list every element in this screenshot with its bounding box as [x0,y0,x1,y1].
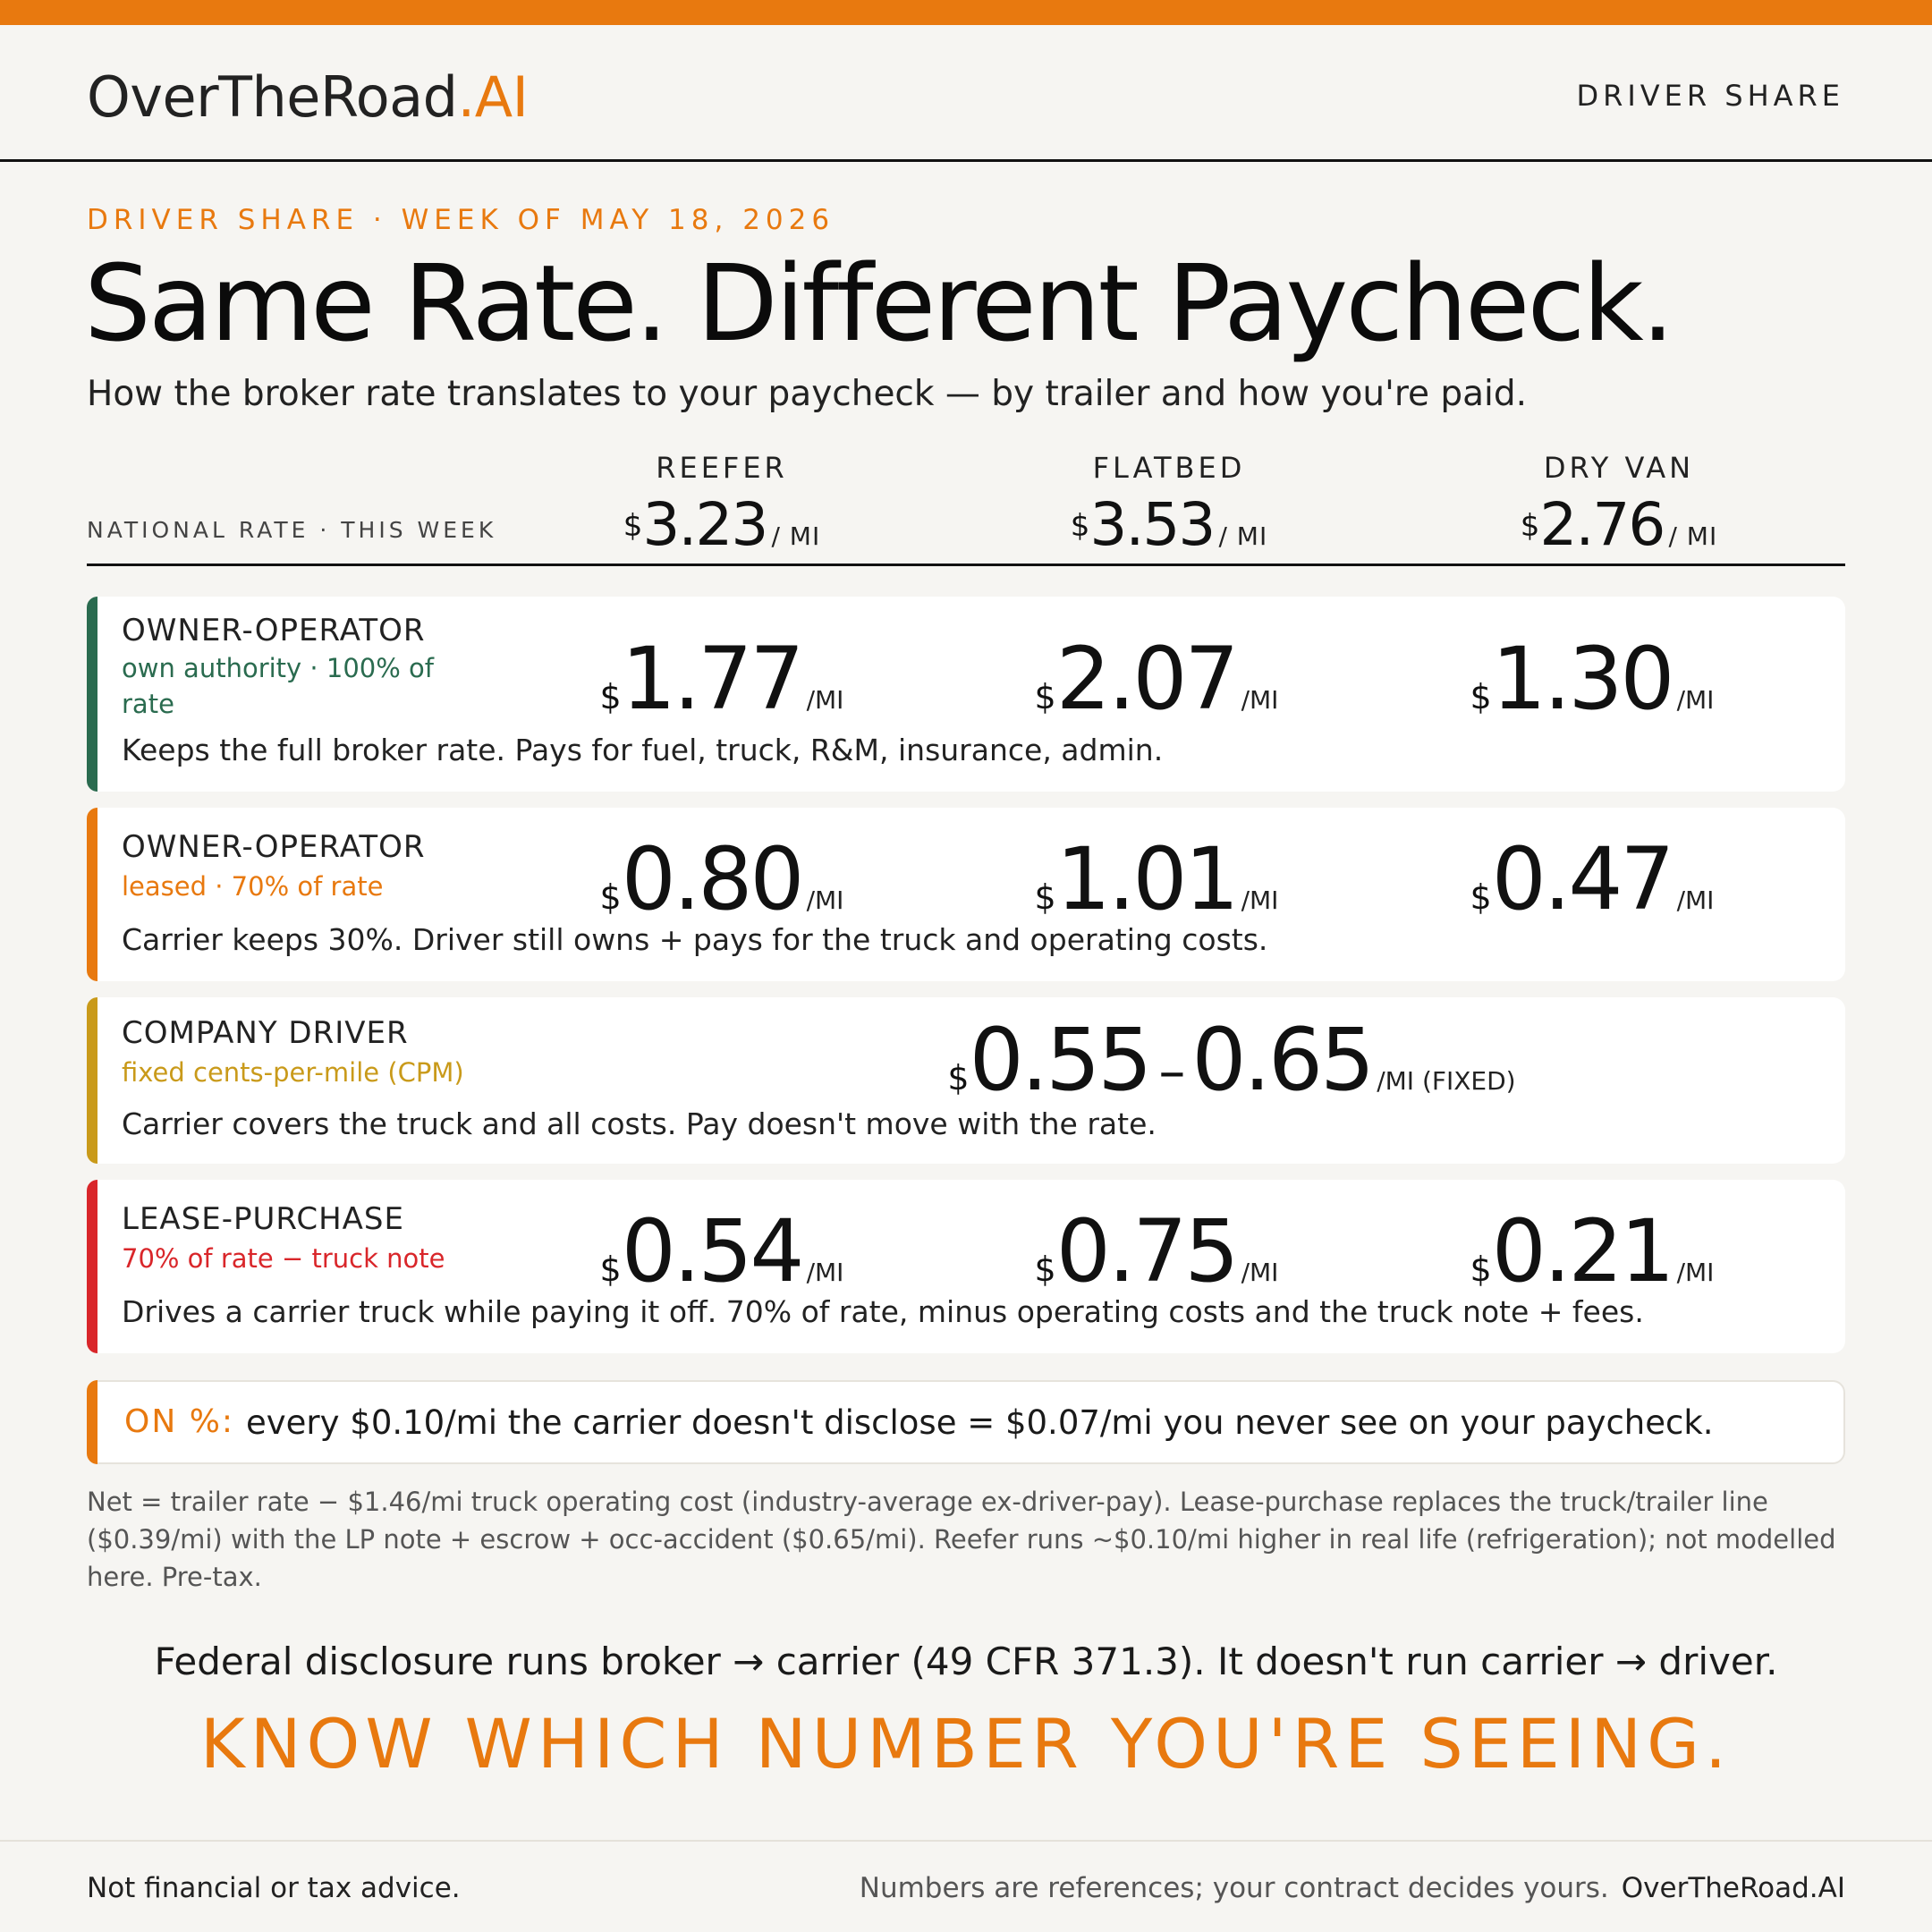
footer-divider [0,1840,1932,1842]
call-to-action: KNOW WHICH NUMBER YOU'RE SEEING. [199,1704,1733,1784]
methodology-note: Net = trailer rate − $1.46/mi truck operating cost (industry-average ex-driver-pay). Lease-purchase replaces the truck/trailer line ($0.39/mi) with the LP note + escrow + occ-accident ($0.65/mi). Reefer runs ~$0.10/mi higher in real life (refrigeration); not modelled here. Pre-tax. [87,1487,1836,1592]
site-header [0,25,1932,162]
brand-logo[interactable] [87,64,528,130]
value-reefer [534,629,910,729]
card-description: Carrier covers the truck and all costs. Pay doesn't move with the rate. [122,1106,1157,1141]
rate-value: 3.53 [1089,490,1215,559]
value-flatbed [969,1201,1344,1301]
value-unit: /MI [806,685,844,715]
currency-symbol: $ [599,677,622,716]
rate-value: 3.23 [642,490,767,559]
top-accent-bar [0,0,1932,25]
company-range [892,1010,1572,1110]
subhead: How the broker rate translates to your paycheck — by trailer and how you're paid. [87,374,1528,414]
card-description: Carrier keeps 30%. Driver still owns + pays for the truck and operating costs. [122,922,1268,957]
card-stripe [87,808,97,981]
card-stripe [87,1180,97,1353]
range-high: 0.65 [1191,1010,1373,1110]
currency-symbol: $ [1034,677,1056,716]
card-subtitle: own authority · 100% of rate [122,653,434,719]
card-subtitle: leased · 70% of rate [122,871,384,902]
callout-text: every $0.10/mi the carrier doesn't disclose = $0.07/mi you never see on your paycheck. [246,1403,1714,1442]
callout-stripe [87,1380,97,1464]
value-unit: /MI [806,1258,844,1287]
value-unit: /MI [1676,1258,1715,1287]
value-number: 0.21 [1491,1201,1673,1301]
currency-symbol: $ [1520,508,1540,544]
value-number: 1.77 [621,629,802,729]
card-stripe [87,997,97,1164]
value-dry-van [1404,1201,1780,1301]
value-unit: /MI [1241,685,1279,715]
card-title: OWNER-OPERATOR [122,829,426,865]
range-low: 0.55 [969,1010,1150,1110]
value-number: 1.01 [1055,829,1237,929]
col-head-flatbed: FLATBED [1092,451,1246,485]
currency-symbol: $ [599,1250,622,1289]
card-title: OWNER-OPERATOR [122,613,426,648]
rate-unit: / MI [1668,521,1718,551]
national-rate-label: NATIONAL RATE · THIS WEEK [87,517,497,543]
footer-disclaimer: Not financial or tax advice. [87,1872,461,1904]
rates-divider [87,564,1845,566]
range-dash: – [1158,1040,1183,1103]
value-reefer [534,1201,910,1301]
rate-unit: / MI [771,521,821,551]
card-description: Keeps the full broker rate. Pays for fuel, truck, R&M, insurance, admin. [122,733,1164,767]
currency-symbol: $ [1470,1250,1492,1289]
currency-symbol: $ [1070,508,1090,544]
brand-accent: .AI [457,64,529,130]
card-subtitle: 70% of rate − truck note [122,1243,445,1274]
value-flatbed [969,829,1344,929]
card-title: LEASE-PURCHASE [122,1201,404,1237]
currency-symbol: $ [947,1058,970,1097]
section-label[interactable]: DRIVER SHARE [1576,79,1844,113]
currency-symbol: $ [599,877,622,917]
value-unit: /MI (FIXED) [1377,1066,1516,1096]
value-unit: /MI [806,886,844,915]
value-unit: /MI [1676,886,1715,915]
card-lease-purchase [87,1180,1845,1353]
value-unit: /MI [1241,886,1279,915]
rate-value: 2.76 [1539,490,1665,559]
card-description: Drives a carrier truck while paying it off. 70% of rate, minus operating costs and the truck note + fees. [122,1294,1644,1329]
value-reefer [534,829,910,929]
footer-brand-link[interactable]: OverTheRoad.AI [1621,1872,1845,1904]
value-number: 0.80 [621,829,802,929]
currency-symbol: $ [1034,1250,1056,1289]
brand-main: OverTheRoad [87,64,458,130]
col-head-reefer: REEFER [656,451,788,485]
value-unit: /MI [1241,1258,1279,1287]
value-number: 0.47 [1491,829,1673,929]
federal-disclosure: Federal disclosure runs broker → carrier (49 CFR 371.3). It doesn't run carrier → driver. [154,1640,1778,1683]
value-number: 1.30 [1491,629,1673,729]
card-company-driver [87,997,1845,1164]
card-title: COMPANY DRIVER [122,1015,409,1051]
value-number: 0.75 [1055,1201,1237,1301]
callout-label: ON %: [124,1403,235,1440]
card-subtitle: fixed cents-per-mile (CPM) [122,1057,464,1088]
currency-symbol: $ [1470,677,1492,716]
rate-dry-van [1431,490,1807,559]
card-owner-operator-leased [87,808,1845,981]
rate-reefer [534,490,910,559]
value-unit: /MI [1676,685,1715,715]
value-number: 0.54 [621,1201,802,1301]
currency-symbol: $ [1034,877,1056,917]
currency-symbol: $ [623,508,643,544]
headline: Same Rate. Different Paycheck. [84,242,1673,365]
rate-unit: / MI [1218,521,1268,551]
currency-symbol: $ [1470,877,1492,917]
value-dry-van [1404,829,1780,929]
value-flatbed [969,629,1344,729]
value-dry-van [1404,629,1780,729]
rate-flatbed [981,490,1357,559]
footer-reference-note: Numbers are references; your contract decides yours. [859,1872,1609,1904]
col-head-dry-van: DRY VAN [1543,451,1695,485]
kicker: DRIVER SHARE · WEEK OF MAY 18, 2026 [87,204,835,236]
callout-box [87,1380,1845,1464]
footer-right [860,1872,1845,1904]
value-number: 2.07 [1055,629,1237,729]
card-owner-operator-authority [87,597,1845,792]
card-stripe [87,597,97,792]
